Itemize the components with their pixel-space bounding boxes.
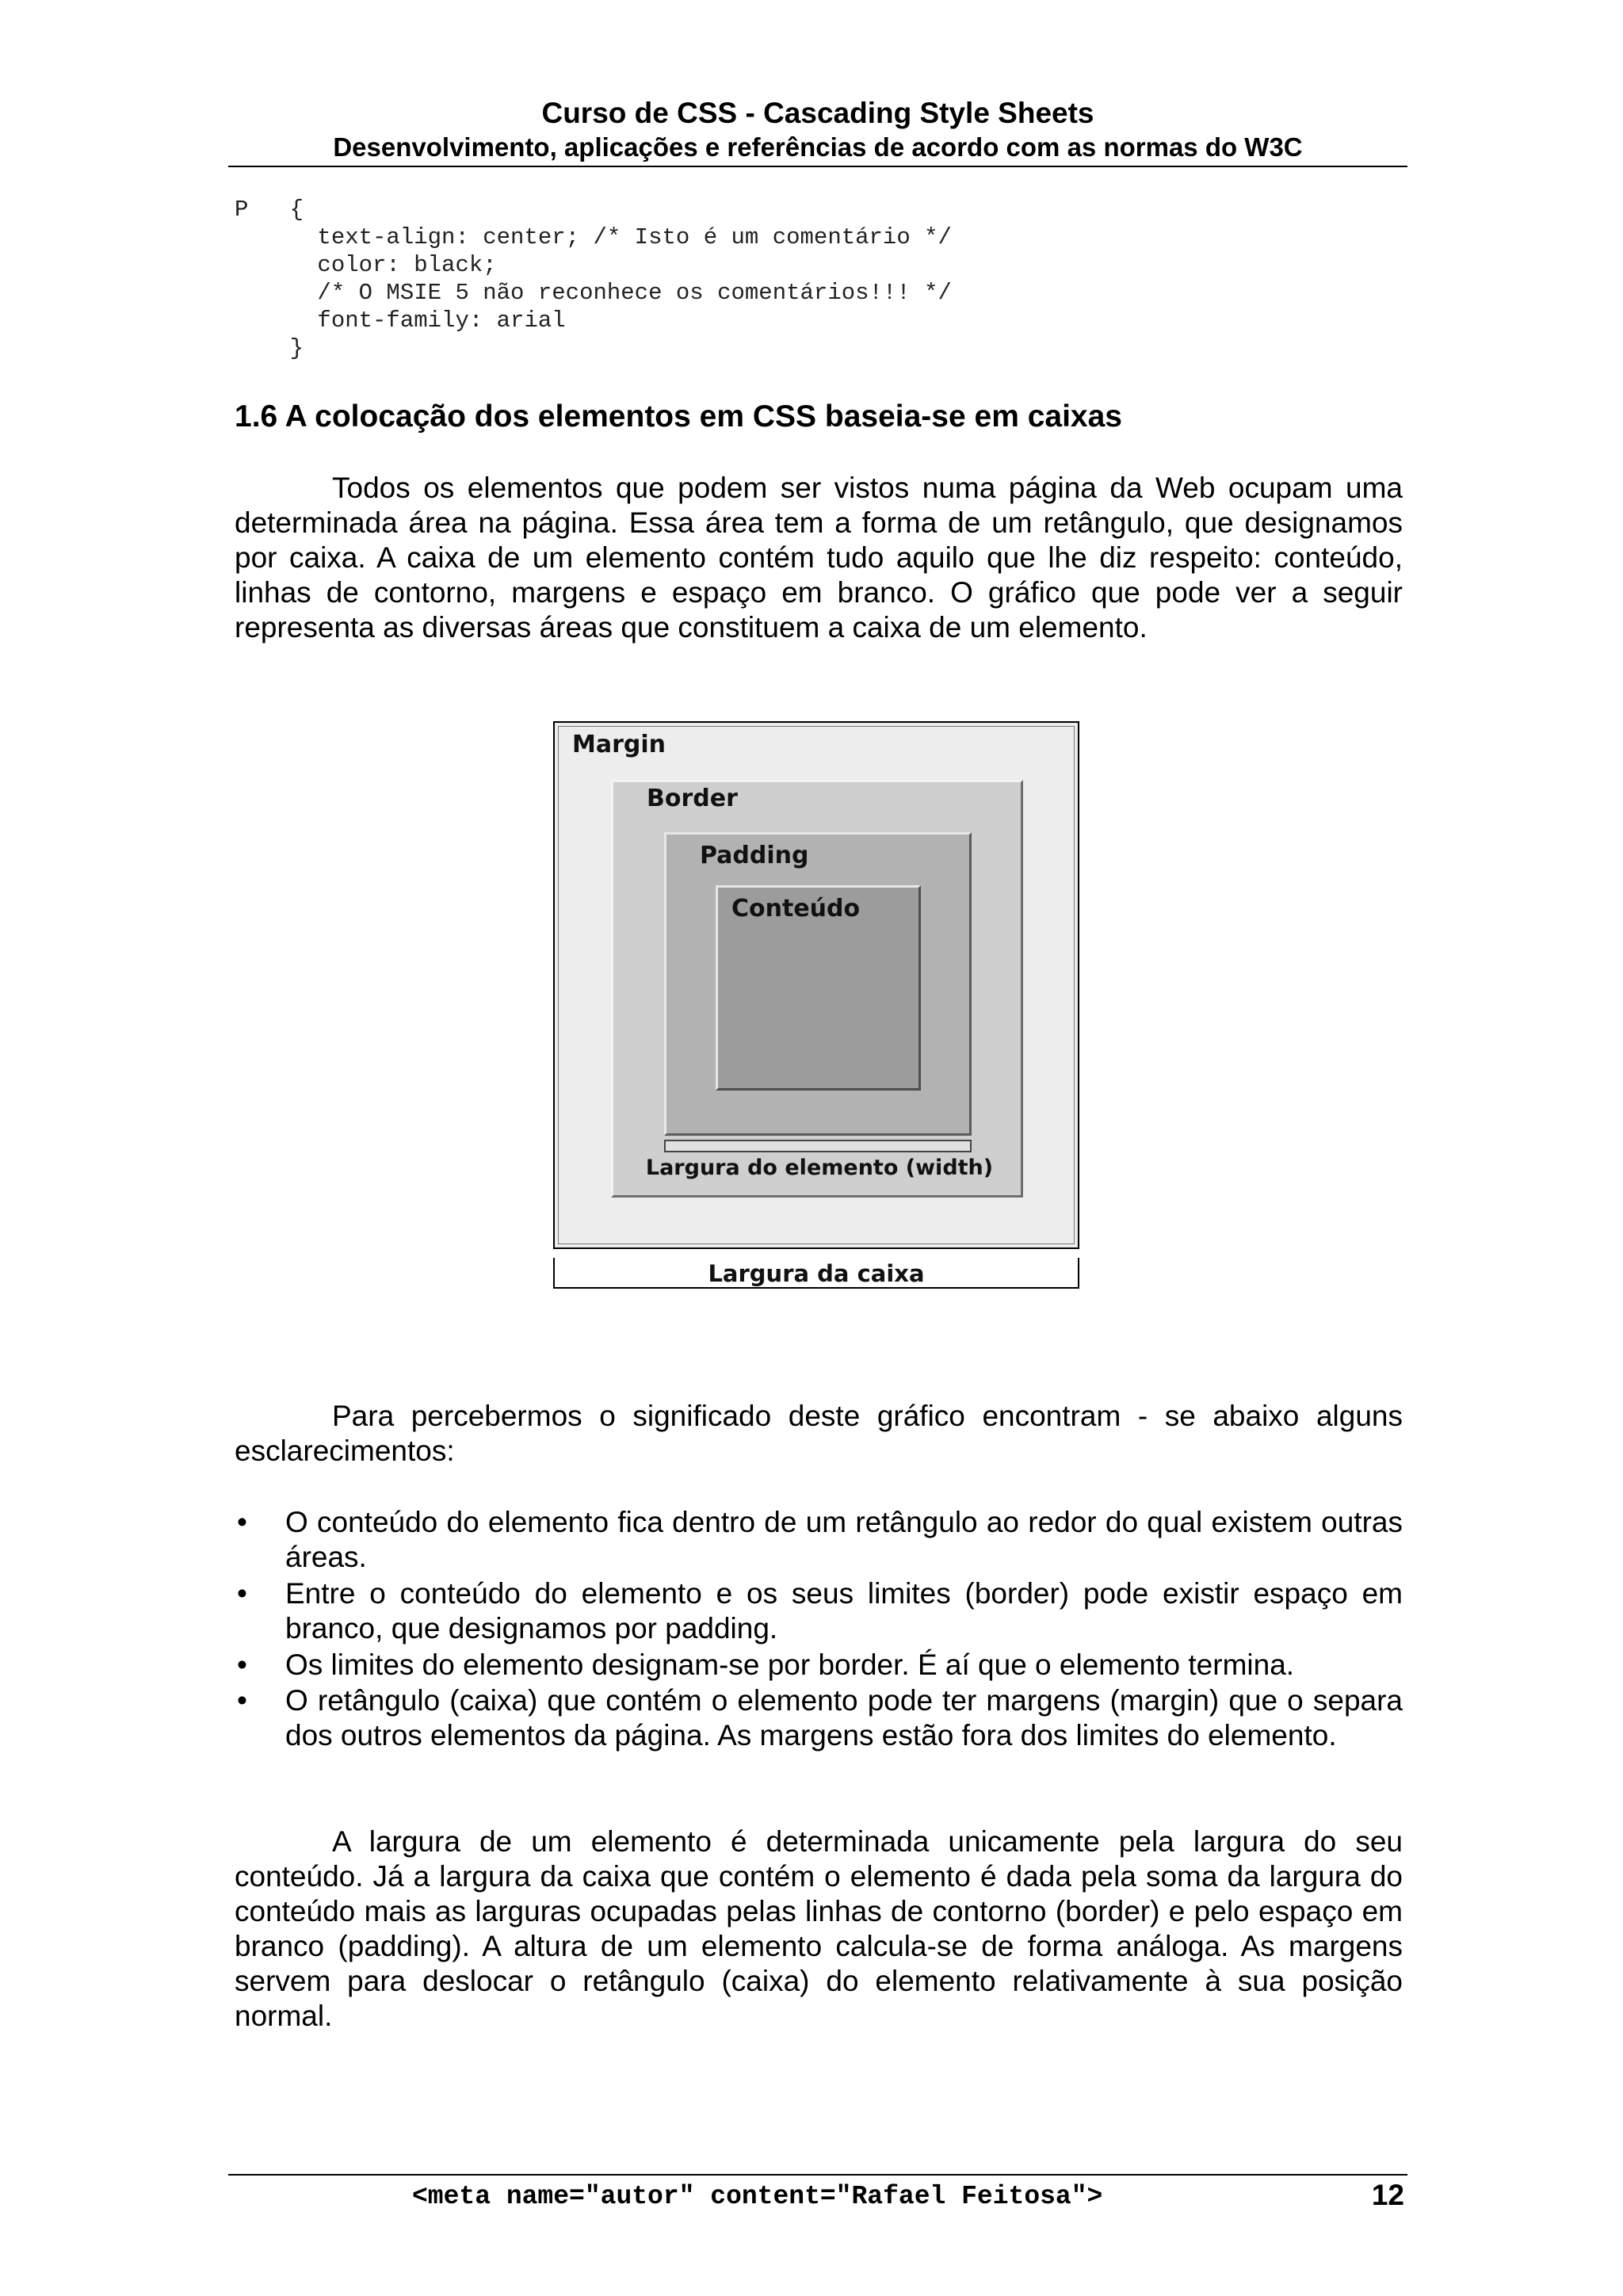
list-item-text: Entre o conteúdo do elemento e os seus limites (border) pode existir espaço em branco, que designamos por padding. [285, 1577, 1403, 1645]
content-label: Conteúdo [731, 895, 861, 923]
bullet-dot: • [237, 1506, 247, 1538]
footer-rule [228, 2174, 1407, 2176]
explanation-paragraph: Para percebermos o significado deste gráfico encontram - se abaixo alguns esclarecimentos: [235, 1400, 1403, 1467]
running-header-title: Curso de CSS - Cascading Style Sheets [541, 97, 1094, 129]
code-line: text-align: center; /* Isto é um comentário */ [235, 224, 952, 250]
page-number: 12 [1371, 2179, 1404, 2211]
element-width-bar [664, 1140, 972, 1152]
box-width-label: Largura da caixa [708, 1260, 925, 1287]
section-heading: 1.6 A colocação dos elementos em CSS baseia-se em caixas [235, 399, 1122, 434]
bullet-dot: • [237, 1577, 247, 1610]
code-line: } [235, 335, 304, 361]
header-rule [228, 166, 1407, 167]
element-width-label: Largura do elemento (width) [645, 1156, 994, 1180]
list-item [237, 1576, 1403, 1646]
list-item [237, 1683, 1403, 1753]
box-model-diagram [553, 721, 1079, 1289]
list-item-text: O retângulo (caixa) que contém o elemento pode ter margens (margin) que o separa dos outros elementos da página. As margens estão fora dos limites do elemento. [285, 1684, 1403, 1752]
bullet-dot: • [237, 1684, 247, 1717]
list-item [237, 1505, 1403, 1575]
list-item-text: Os limites do elemento designam-se por border. É aí que o elemento termina. [285, 1648, 1295, 1681]
running-header-subtitle: Desenvolvimento, aplicações e referências de acordo com as normas do W3C [333, 132, 1303, 162]
list-item-text: O conteúdo do elemento fica dentro de um retângulo ao redor do qual existem outras áreas. [285, 1506, 1403, 1573]
margin-label: Margin [572, 731, 666, 758]
bullet-dot: • [237, 1648, 247, 1681]
list-item [237, 1648, 1403, 1683]
intro-paragraph: Todos os elementos que podem ser vistos numa página da Web ocupam uma determinada área na página. Essa área tem a forma de um retângulo, que designamos por caixa. A caixa de um elemento contém tudo aquilo que lhe diz respeito: conteúdo, linhas de contorno, margens e espaço em branco. O gráfico que pode ver a seguir representa as diversas áreas que constituem a caixa de um elemento. [235, 472, 1403, 644]
code-line: color: black; [235, 252, 497, 278]
code-line: font-family: arial [235, 308, 566, 334]
footer-meta-tag: <meta name="autor" content="Rafael Feitosa"> [412, 2182, 1103, 2211]
code-line: P { [235, 197, 304, 223]
code-line: /* O MSIE 5 não reconhece os comentários!!! */ [235, 280, 952, 306]
code-block [235, 196, 952, 362]
padding-label: Padding [700, 842, 809, 869]
border-label: Border [647, 785, 738, 812]
closing-paragraph: A largura de um elemento é determinada unicamente pela largura do seu conteúdo. Já a largura da caixa que contém o elemento é dada pela soma da largura do conteúdo mais as larguras ocupadas pelas linhas de contorno (border) e pelo espaço em branco (padding). A altura de um elemento calcula-se de forma análoga. As margens servem para deslocar o retângulo (caixa) do elemento relativamente à sua posição normal. [235, 1825, 1403, 2032]
